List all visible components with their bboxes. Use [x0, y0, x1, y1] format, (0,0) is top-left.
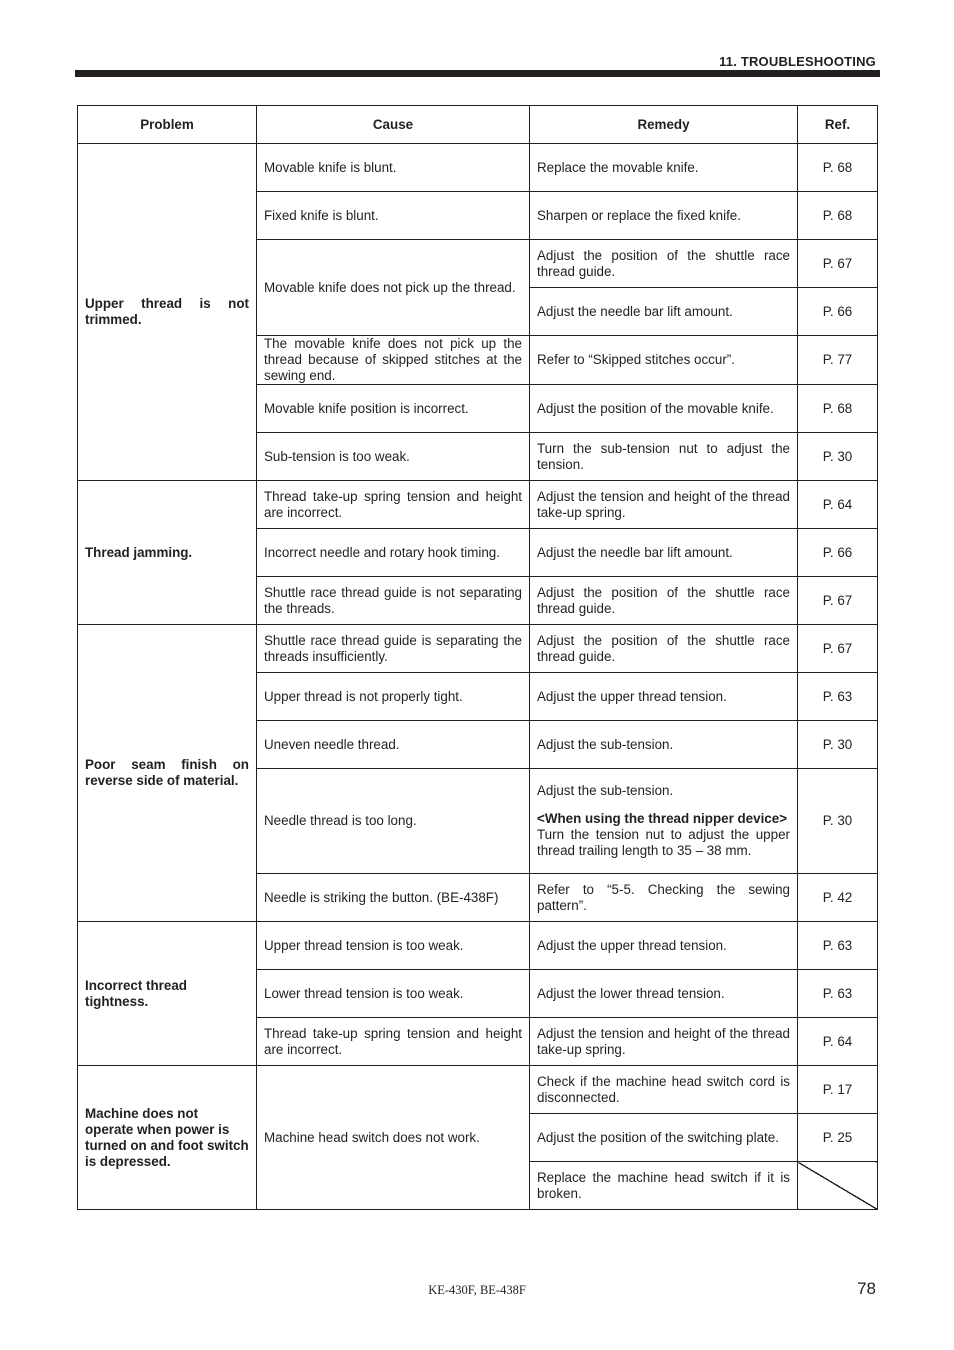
table-row [78, 625, 878, 673]
ref-cell: P. 66 [798, 288, 878, 336]
ref-cell: P. 30 [798, 769, 878, 874]
column-header-cause: Cause [257, 106, 530, 144]
cause-cell: Movable knife is blunt. [257, 144, 530, 192]
remedy-cell: Adjust the position of the shuttle race thread guide. [530, 625, 798, 673]
problem-cell: Machine does not operate when power is turned on and foot switch is depressed. [78, 1066, 257, 1210]
ref-cell: P. 67 [798, 577, 878, 625]
remedy-cell: Adjust the needle bar lift amount. [530, 288, 798, 336]
header-rule [75, 70, 880, 77]
ref-cell: P. 66 [798, 529, 878, 577]
ref-cell: P. 68 [798, 144, 878, 192]
problem-cell: Upper thread is not trimmed. [78, 144, 257, 481]
ref-cell: P. 30 [798, 721, 878, 769]
problem-cell: Incorrect thread tightness. [78, 922, 257, 1066]
ref-cell: P. 64 [798, 1018, 878, 1066]
remedy-cell: Adjust the lower thread tension. [530, 970, 798, 1018]
ref-cell: P. 30 [798, 433, 878, 481]
column-header-ref: Ref. [798, 106, 878, 144]
remedy-cell: Replace the machine head switch if it is broken. [530, 1162, 798, 1210]
cause-cell: Upper thread tension is too weak. [257, 922, 530, 970]
remedy-cell: Replace the movable knife. [530, 144, 798, 192]
remedy-cell: Adjust the tension and height of the thread take-up spring. [530, 481, 798, 529]
remedy-cell: Check if the machine head switch cord is disconnected. [530, 1066, 798, 1114]
remedy-cell: Adjust the upper thread tension. [530, 673, 798, 721]
cause-cell: Fixed knife is blunt. [257, 192, 530, 240]
remedy-cell: Turn the sub-tension nut to adjust the tension. [530, 433, 798, 481]
ref-cell: P. 63 [798, 673, 878, 721]
remedy-cell: Refer to “5-5. Checking the sewing pattern”. [530, 874, 798, 922]
cause-cell: Incorrect needle and rotary hook timing. [257, 529, 530, 577]
problem-cell: Thread jamming. [78, 481, 257, 625]
cause-cell: Lower thread tension is too weak. [257, 970, 530, 1018]
remedy-cell: Sharpen or replace the fixed knife. [530, 192, 798, 240]
problem-cell: Poor seam finish on reverse side of material. [78, 625, 257, 922]
cause-cell: Shuttle race thread guide is not separating the threads. [257, 577, 530, 625]
table-row [78, 144, 878, 192]
remedy-cell: Adjust the tension and height of the thread take-up spring. [530, 1018, 798, 1066]
column-header-remedy: Remedy [530, 106, 798, 144]
remedy-cell: Adjust the position of the shuttle race thread guide. [530, 577, 798, 625]
ref-cell: P. 25 [798, 1114, 878, 1162]
ref-cell: P. 63 [798, 970, 878, 1018]
remedy-subheading: <When using the thread nipper device> [537, 811, 788, 826]
remedy-cell: Adjust the sub-tension. [530, 721, 798, 769]
troubleshooting-table [77, 105, 878, 1210]
cause-cell: Shuttle race thread guide is separating the threads insufficiently. [257, 625, 530, 673]
model-footer: KE-430F, BE-438F [428, 1283, 526, 1297]
cause-cell: Needle thread is too long. [257, 769, 530, 874]
ref-cell: P. 64 [798, 481, 878, 529]
cause-cell: Machine head switch does not work. [257, 1066, 530, 1210]
cause-cell: Thread take-up spring tension and height are incorrect. [257, 1018, 530, 1066]
ref-cell: P. 68 [798, 385, 878, 433]
remedy-subtext: Turn the tension nut to adjust the upper thread trailing length to 35 – 38 mm. [537, 827, 790, 858]
remedy-cell: Adjust the needle bar lift amount. [530, 529, 798, 577]
table-row [78, 1066, 878, 1114]
page-number: 78 [857, 1279, 876, 1298]
cause-cell: Upper thread is not properly tight. [257, 673, 530, 721]
cause-cell: Sub-tension is too weak. [257, 433, 530, 481]
ref-cell: P. 42 [798, 874, 878, 922]
cause-cell: Movable knife position is incorrect. [257, 385, 530, 433]
remedy-cell: Refer to “Skipped stitches occur”. [530, 336, 798, 385]
remedy-cell: Adjust the position of the movable knife. [530, 385, 798, 433]
column-header-problem: Problem [78, 106, 257, 144]
remedy-cell [530, 769, 798, 874]
ref-cell: P. 68 [798, 192, 878, 240]
section-title: 11. TROUBLESHOOTING [719, 54, 876, 69]
cause-cell: Uneven needle thread. [257, 721, 530, 769]
ref-cell-not-applicable [798, 1162, 878, 1210]
remedy-text: Adjust the sub-tension. [537, 783, 674, 798]
ref-cell: P. 17 [798, 1066, 878, 1114]
table-row [78, 481, 878, 529]
cause-cell: The movable knife does not pick up the thread because of skipped stitches at the sewing end. [257, 336, 530, 385]
cause-cell: Needle is striking the button. (BE-438F) [257, 874, 530, 922]
ref-cell: P. 67 [798, 625, 878, 673]
remedy-cell: Adjust the upper thread tension. [530, 922, 798, 970]
ref-cell: P. 63 [798, 922, 878, 970]
remedy-cell: Adjust the position of the switching plate. [530, 1114, 798, 1162]
cause-cell: Movable knife does not pick up the thread. [257, 240, 530, 336]
ref-cell: P. 77 [798, 336, 878, 385]
ref-cell: P. 67 [798, 240, 878, 288]
table-header-row [78, 106, 878, 144]
remedy-cell: Adjust the position of the shuttle race thread guide. [530, 240, 798, 288]
cause-cell: Thread take-up spring tension and height are incorrect. [257, 481, 530, 529]
table-row [78, 922, 878, 970]
